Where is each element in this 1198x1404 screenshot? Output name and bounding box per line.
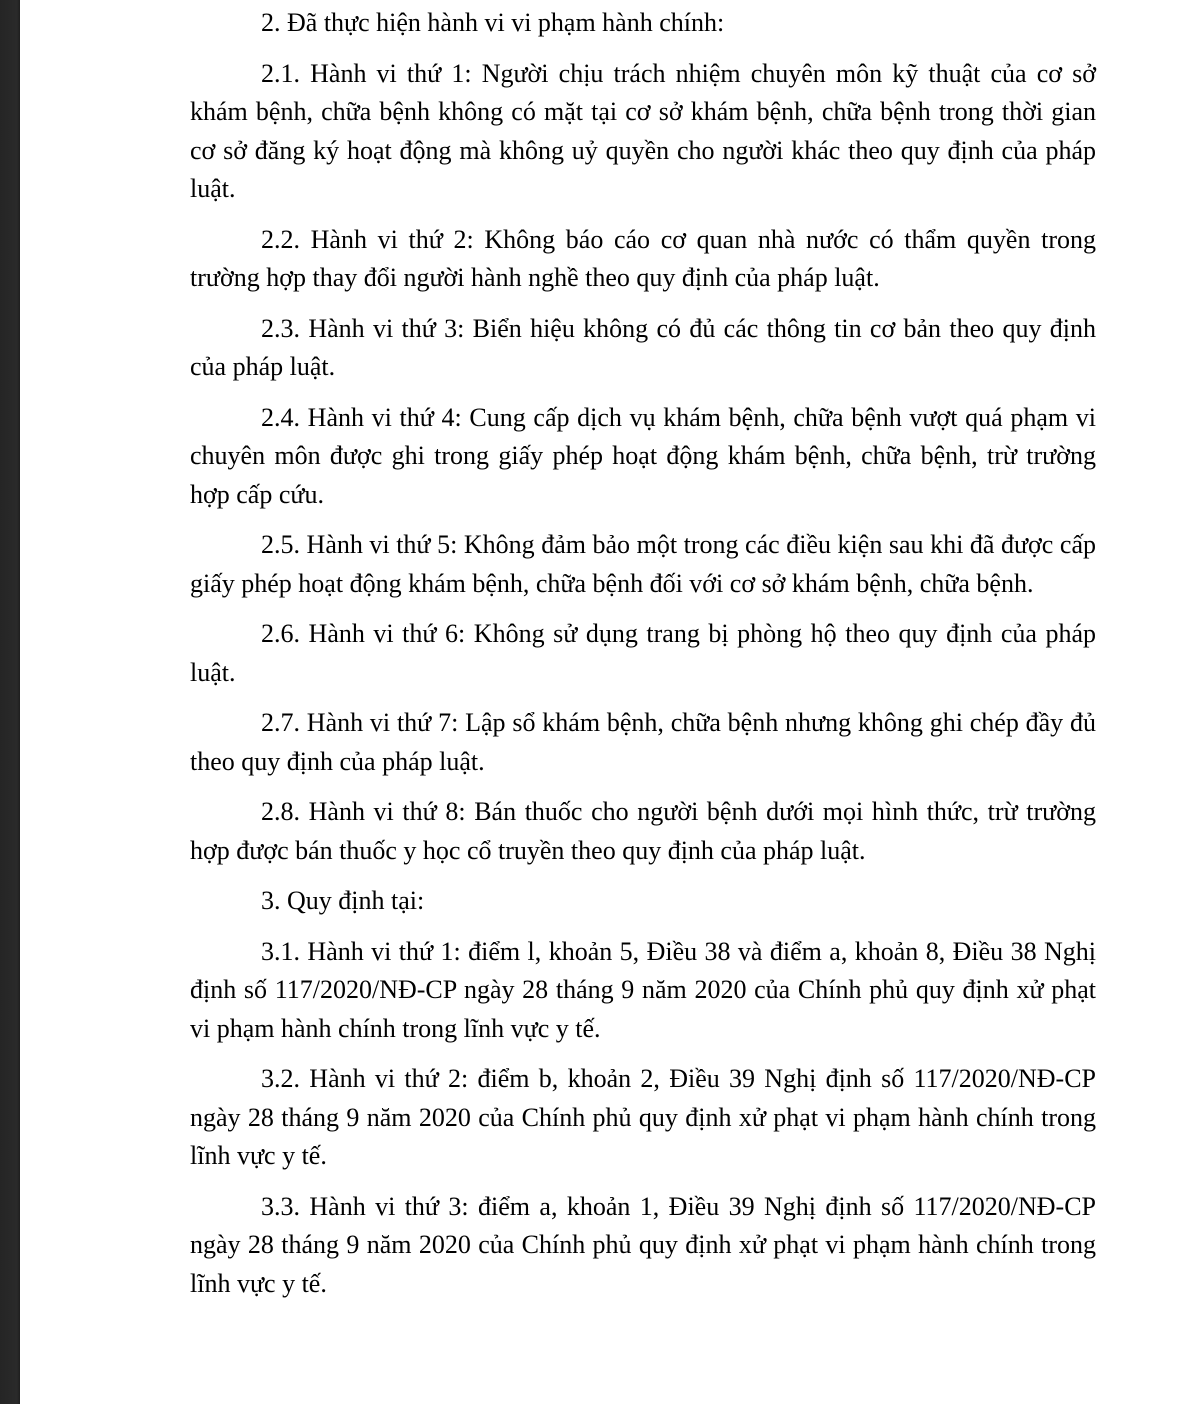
regulation-item-3-3: 3.3. Hành vi thứ 3: điểm a, khoản 1, Điều 39 Nghị định số 117/2020/NĐ-CP ngày 28 tháng 9 năm 2020 của Chính phủ quy định xử phạt vi phạm hành chính trong lĩnh vực y tế.	[190, 1191, 1096, 1298]
viewer-side-strip	[0, 0, 20, 1404]
violation-item-2-4: 2.4. Hành vi thứ 4: Cung cấp dịch vụ khám bệnh, chữa bệnh vượt quá phạm vi chuyên môn được ghi trong giấy phép hoạt động khám bệnh, chữa bệnh, trừ trường hợp cấp cứu.	[190, 402, 1096, 509]
violation-item-2-2: 2.2. Hành vi thứ 2: Không báo cáo cơ quan nhà nước có thẩm quyền trong trường hợp thay đổi người hành nghề theo quy định của pháp luật.	[190, 224, 1096, 292]
document-body	[190, 4, 1096, 1315]
regulation-item-3-1: 3.1. Hành vi thứ 1: điểm l, khoản 5, Điều 38 và điểm a, khoản 8, Điều 38 Nghị định số 117/2020/NĐ-CP ngày 28 tháng 9 năm 2020 của Chính phủ quy định xử phạt vi phạm hành chính trong lĩnh vực y tế.	[190, 936, 1096, 1043]
violation-item-2-7: 2.7. Hành vi thứ 7: Lập sổ khám bệnh, chữa bệnh nhưng không ghi chép đầy đủ theo quy định của pháp luật.	[190, 708, 1096, 776]
regulation-item-3-2: 3.2. Hành vi thứ 2: điểm b, khoản 2, Điều 39 Nghị định số 117/2020/NĐ-CP ngày 28 tháng 9 năm 2020 của Chính phủ quy định xử phạt vi phạm hành chính trong lĩnh vực y tế.	[190, 1064, 1096, 1170]
section-2-heading: 2. Đã thực hiện hành vi vi phạm hành chính:	[261, 8, 725, 37]
violation-item-2-5: 2.5. Hành vi thứ 5: Không đảm bảo một trong các điều kiện sau khi đã được cấp giấy phép hoạt động khám bệnh, chữa bệnh đối với cơ sở khám bệnh, chữa bệnh.	[190, 530, 1096, 598]
violation-item-2-3: 2.3. Hành vi thứ 3: Biển hiệu không có đủ các thông tin cơ bản theo quy định của pháp luật.	[190, 313, 1096, 381]
document-page	[20, 0, 1198, 1404]
section-3-heading: 3. Quy định tại:	[261, 886, 425, 915]
violation-item-2-8: 2.8. Hành vi thứ 8: Bán thuốc cho người bệnh dưới mọi hình thức, trừ trường hợp được bán thuốc y học cổ truyền theo quy định của pháp luật.	[190, 797, 1096, 865]
violation-item-2-6: 2.6. Hành vi thứ 6: Không sử dụng trang bị phòng hộ theo quy định của pháp luật.	[190, 619, 1096, 687]
violation-item-2-1: 2.1. Hành vi thứ 1: Người chịu trách nhiệm chuyên môn kỹ thuật của cơ sở khám bệnh, chữa bệnh không có mặt tại cơ sở khám bệnh, chữa bệnh trong thời gian cơ sở đăng ký hoạt động mà không uỷ quyền cho người khác theo quy định của pháp luật.	[190, 58, 1096, 203]
